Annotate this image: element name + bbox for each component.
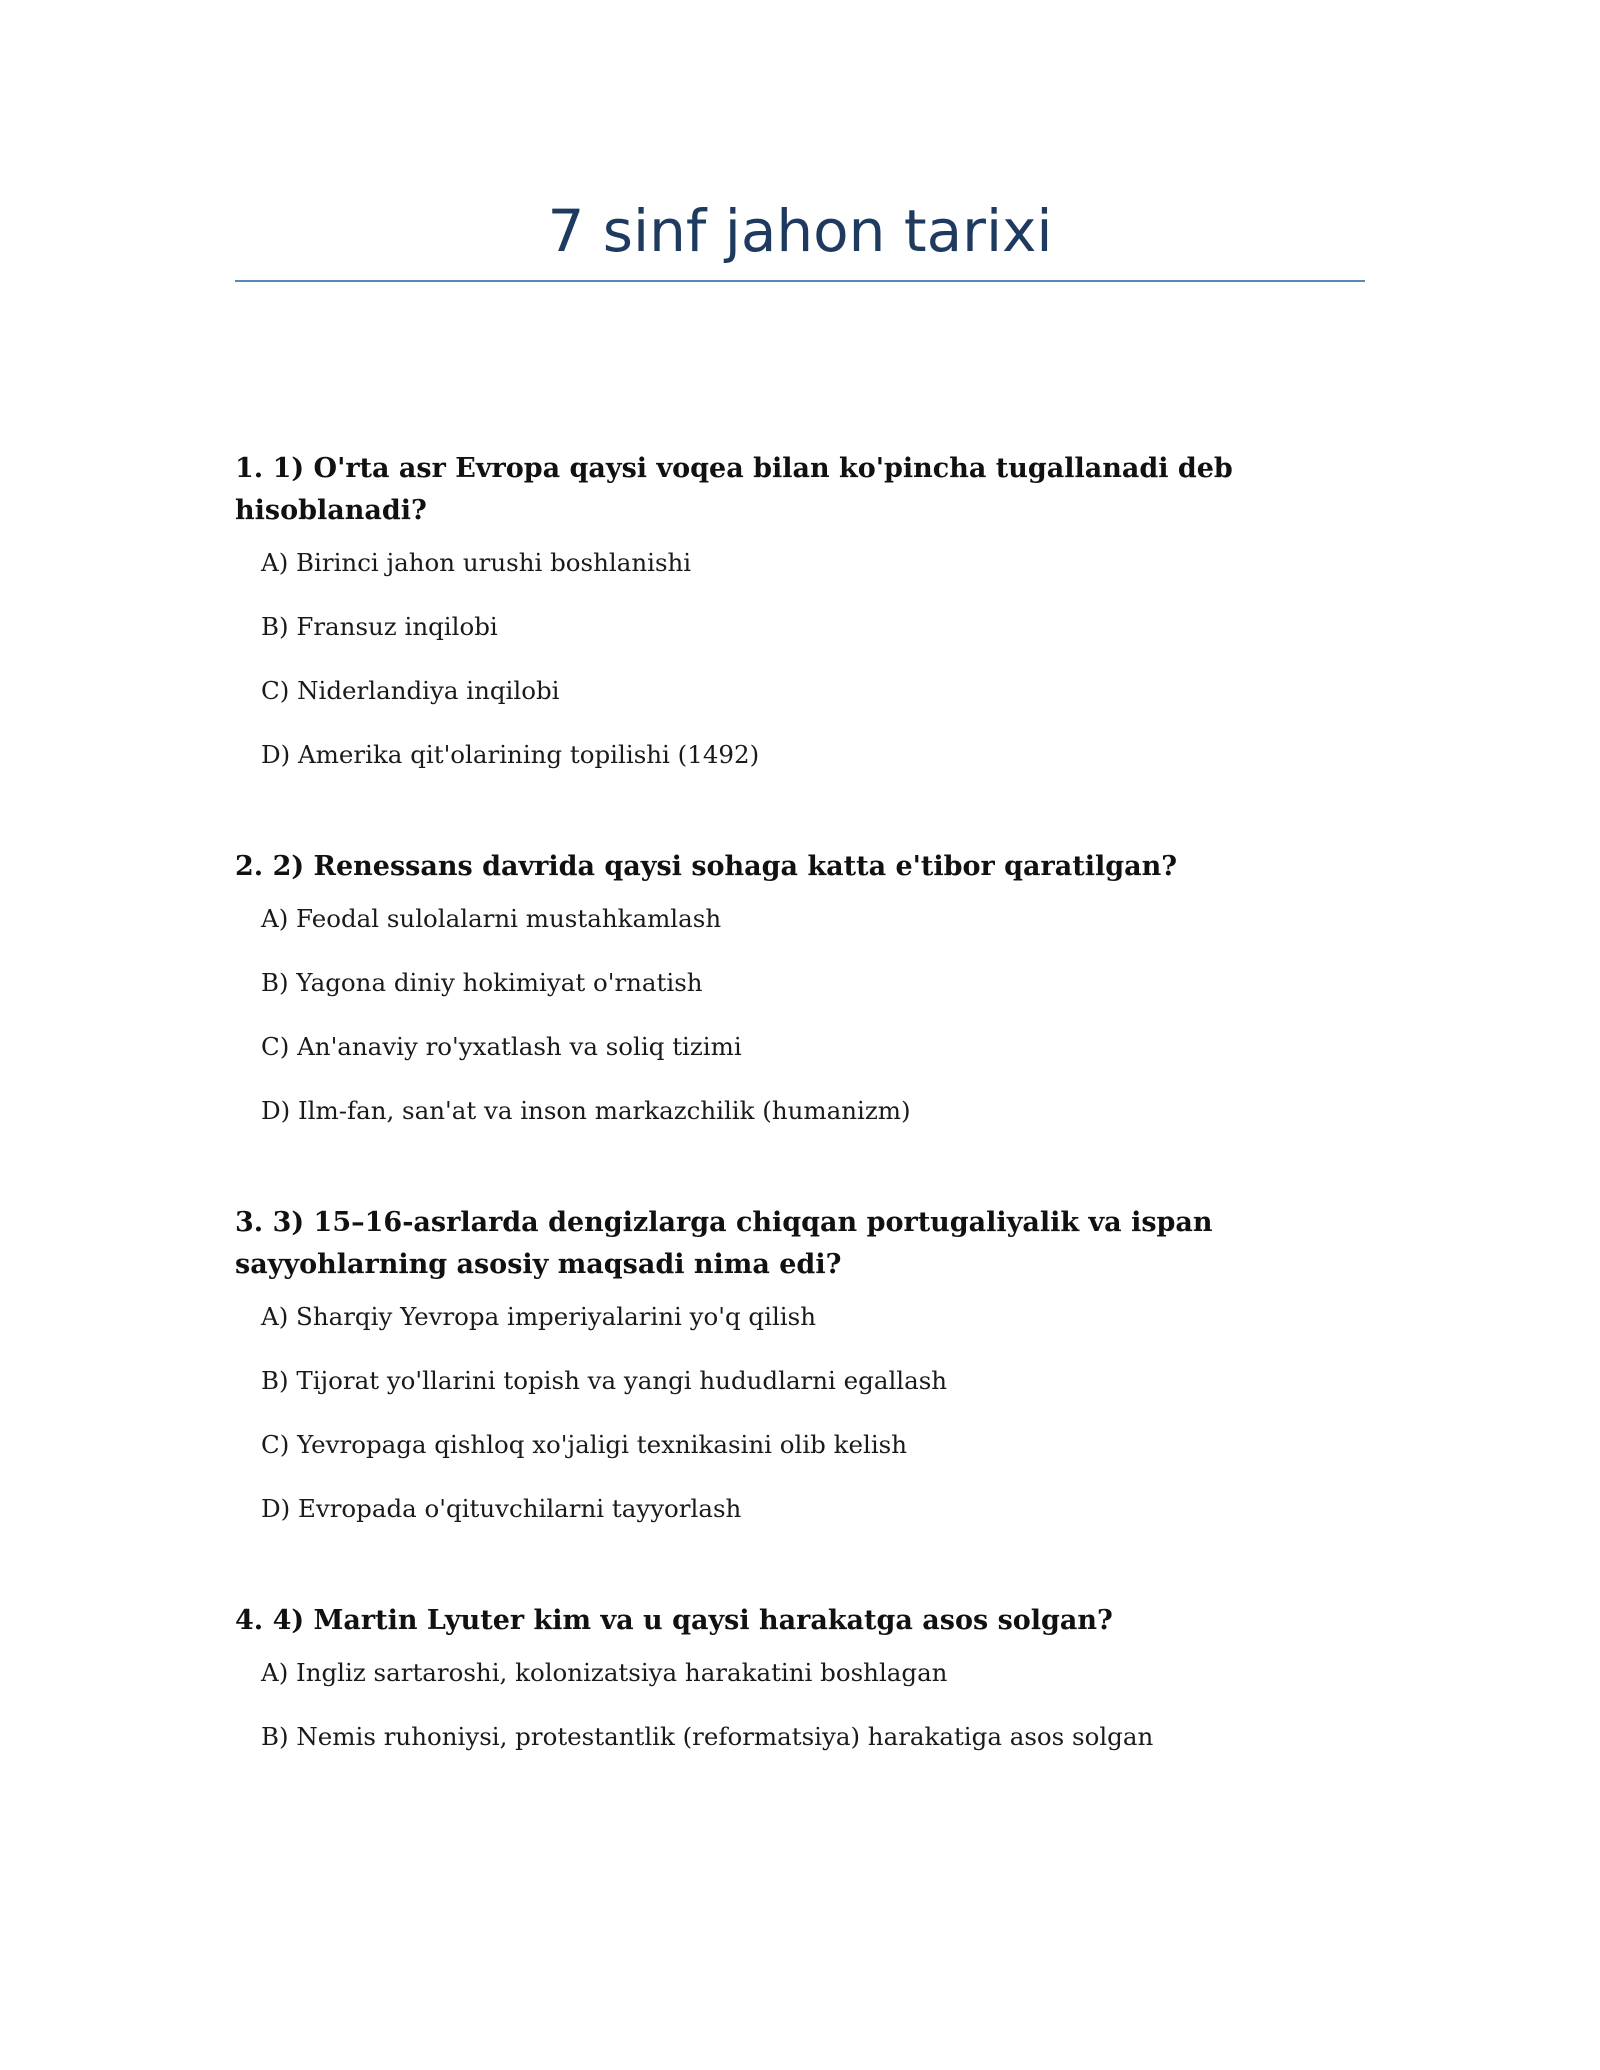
option-d: D) Amerika qit'olarining topilishi (1492) (261, 740, 760, 769)
option-b: B) Fransuz inqilobi (261, 612, 498, 641)
question-3 (235, 1202, 1365, 1526)
option-d: D) Evropada o'qituvchilarni tayyorlash (261, 1494, 742, 1523)
option-c: C) Niderlandiya inqilobi (261, 676, 560, 705)
option-a: A) Ingliz sartaroshi, kolonizatsiya harakatini boshlagan (261, 1658, 948, 1687)
document-title: 7 sinf jahon tarixi (547, 197, 1053, 265)
option-a: A) Sharqiy Yevropa imperiyalarini yo'q qilish (261, 1302, 816, 1331)
option-c: C) An'anaviy ro'yxatlash va soliq tizimi (261, 1032, 742, 1061)
option-a: A) Birinci jahon urushi boshlanishi (261, 548, 692, 577)
question-4 (235, 1600, 1365, 1754)
answer-options (235, 1300, 1365, 1526)
question-text: 1. 1) O'rta asr Evropa qaysi voqea bilan ko'pincha tugallanadi deb hisoblanadi? (235, 453, 1233, 526)
title-underline (235, 280, 1365, 282)
question-list (235, 448, 1365, 1828)
option-d: D) Ilm-fan, san'at va inson markazchilik (humanizm) (261, 1096, 911, 1125)
question-1 (235, 448, 1365, 772)
answer-options (235, 546, 1365, 772)
question-text: 2. 2) Renessans davrida qaysi sohaga katta e'tibor qaratilgan? (235, 851, 1178, 882)
question-text: 3. 3) 15–16-asrlarda dengizlarga chiqqan portugaliyalik va ispan sayyohlarning asosiy maqsadi nima edi? (235, 1207, 1213, 1280)
option-b: B) Yagona diniy hokimiyat o'rnatish (261, 968, 703, 997)
question-text: 4. 4) Martin Lyuter kim va u qaysi harakatga asos solgan? (235, 1605, 1113, 1636)
question-2 (235, 846, 1365, 1128)
option-c: C) Yevropaga qishloq xo'jaligi texnikasini olib kelish (261, 1430, 908, 1459)
option-a: A) Feodal sulolalarni mustahkamlash (261, 904, 722, 933)
option-b: B) Tijorat yo'llarini topish va yangi hududlarni egallash (261, 1366, 948, 1395)
answer-options (235, 902, 1365, 1128)
answer-options (235, 1656, 1365, 1754)
option-b: B) Nemis ruhoniysi, protestantlik (reformatsiya) harakatiga asos solgan (261, 1722, 1154, 1751)
title-block (235, 186, 1365, 282)
